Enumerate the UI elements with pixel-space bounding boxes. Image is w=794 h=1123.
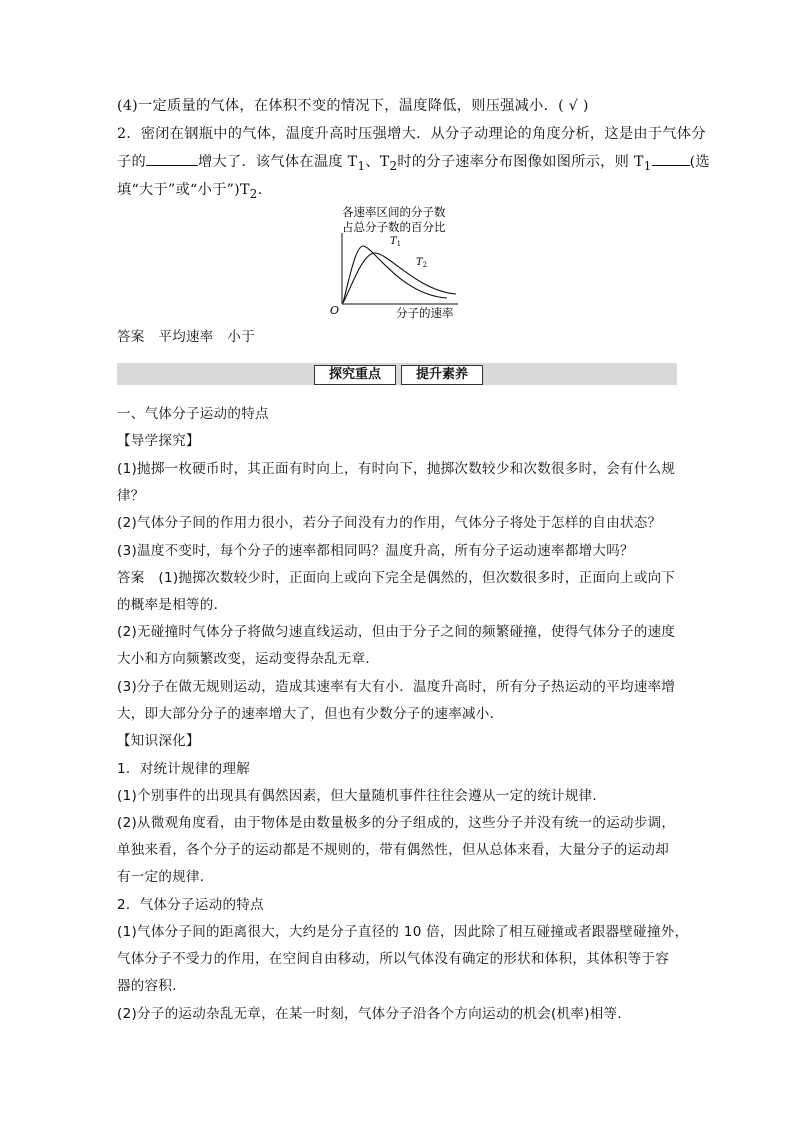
origin-label: O (330, 304, 340, 317)
curve-t1 (343, 246, 447, 303)
q2-text-e: (选 (689, 154, 710, 170)
subscript-1b: 1 (643, 158, 652, 173)
knowledge-2-p1-line-1: (1)气体分子间的距离很大，大约是分子直径的 10 倍，因此除了相互碰撞或者跟器壁碰撞外， (117, 924, 689, 940)
answer-blank-2[interactable] (652, 151, 690, 166)
guide-a3-line-1: (3)分子在做无规则运动，造成其速率有大有小．温度升高时，所有分子热运动的平均速率增 (117, 679, 676, 695)
knowledge-1-title: 1．对统计规律的理解 (117, 761, 251, 777)
q2-text-f: 填“大于”或“小于”)T (117, 182, 250, 198)
guide-q2: (2)气体分子间的作用力很小，若分子间没有力的作用，气体分子将处于怎样的自由状态？ (117, 515, 662, 531)
subscript-1: 1 (357, 158, 366, 173)
knowledge-1-p2-line-3: 有一定的规律． (117, 869, 214, 885)
guide-a1-line-1: 答案 (1)抛掷次数较少时，正面向上或向下完全是偶然的，但次数很多时，正面向上或向下 (117, 570, 676, 586)
knowledge-2-p2: (2)分子的运动杂乱无章，在某一时刻，气体分子沿各个方向运动的机会(机率)相等． (117, 1006, 632, 1022)
guide-q1-line-1: (1)抛掷一枚硬币时，其正面有时向上，有时向下，抛掷次数较少和次数很多时，会有什么规 (117, 461, 676, 477)
speed-distribution-figure (328, 203, 468, 321)
banner-left: 探究重点 (314, 365, 396, 385)
knowledge-1-p2-line-1: (2)从微观角度看，由于物体是由数量极多的分子组成的，这些分子并没有统一的运动步调， (117, 815, 676, 831)
section-1-title: 一、气体分子运动的特点 (117, 406, 269, 422)
guide-a2-line-2: 大小和方向频繁改变，运动变得杂乱无章． (117, 651, 380, 667)
subscript-2b: 2 (249, 186, 258, 201)
figure-ylabel-line-2: 占总分子数的百分比 (342, 220, 446, 234)
exercise-item-4: (4)一定质量的气体，在体积不变的情况下，温度降低，则压强减小．( √ ) (117, 98, 589, 114)
subscript-2: 2 (389, 158, 398, 173)
question-2-line-3 (117, 179, 677, 205)
knowledge-2-p1-line-3: 器的容积． (117, 978, 186, 994)
question-2-line-2 (117, 151, 710, 177)
knowledge-2-title: 2．气体分子运动的特点 (117, 897, 264, 913)
guide-a1-line-2: 的概率是相等的． (117, 597, 228, 613)
guide-a2-line-1: (2)无碰撞时气体分子将做匀速直线运动，但由于分子之间的频繁碰撞，使得气体分子的速度 (117, 624, 676, 640)
knowledge-2-p1-line-2: 气体分子不受力的作用，在空间自由移动，所以气体没有确定的形状和体积，其体积等于容 (117, 951, 669, 967)
knowledge-1-p1: (1)个别事件的出现具有偶然因素，但大量随机事件往往会遵从一定的统计规律． (117, 788, 607, 804)
answer-blank-1[interactable] (146, 151, 198, 166)
banner-right: 提升素养 (401, 365, 483, 385)
guide-a3-line-2: 大，即大部分分子的速率增大了，但也有少数分子的速率减小． (117, 706, 504, 722)
figure-ylabel-line-1: 各速率区间的分子数 (342, 205, 446, 219)
q2-text-b: 增大了．该气体在温度 T (197, 154, 358, 170)
knowledge-1-p2-line-2: 单独来看，各个分子的运动都是不规则的，带有偶然性，但从总体来看，大量分子的运动却 (117, 842, 669, 858)
guide-q1-line-2: 律？ (117, 488, 145, 504)
curve-t2-label: $T_2$ (416, 257, 428, 269)
guide-q3: (3)温度不变时，每个分子的速率都相同吗？温度升高，所有分子运动速率都增大吗？ (117, 543, 634, 559)
answer-1: 答案 平均速率 小于 (117, 329, 255, 345)
q2-text-d: 时的分子速率分布图像如图所示，则 T (397, 154, 644, 170)
question-2-line-1: 2．密闭在钢瓶中的气体，温度升高时压强增大．从分子动理论的角度分析，这是由于气体分 (117, 126, 706, 142)
q2-text-c: 、T (365, 154, 390, 170)
q2-period: . (257, 182, 263, 198)
q2-text-a: 子的 (117, 154, 146, 170)
curve-t1-label: $T_1$ (390, 236, 402, 248)
deep-heading: 【知识深化】 (117, 733, 200, 749)
guide-heading: 【导学探究】 (117, 433, 200, 449)
section-banner (117, 363, 677, 385)
figure-xlabel: 分子的速率 (396, 306, 454, 320)
